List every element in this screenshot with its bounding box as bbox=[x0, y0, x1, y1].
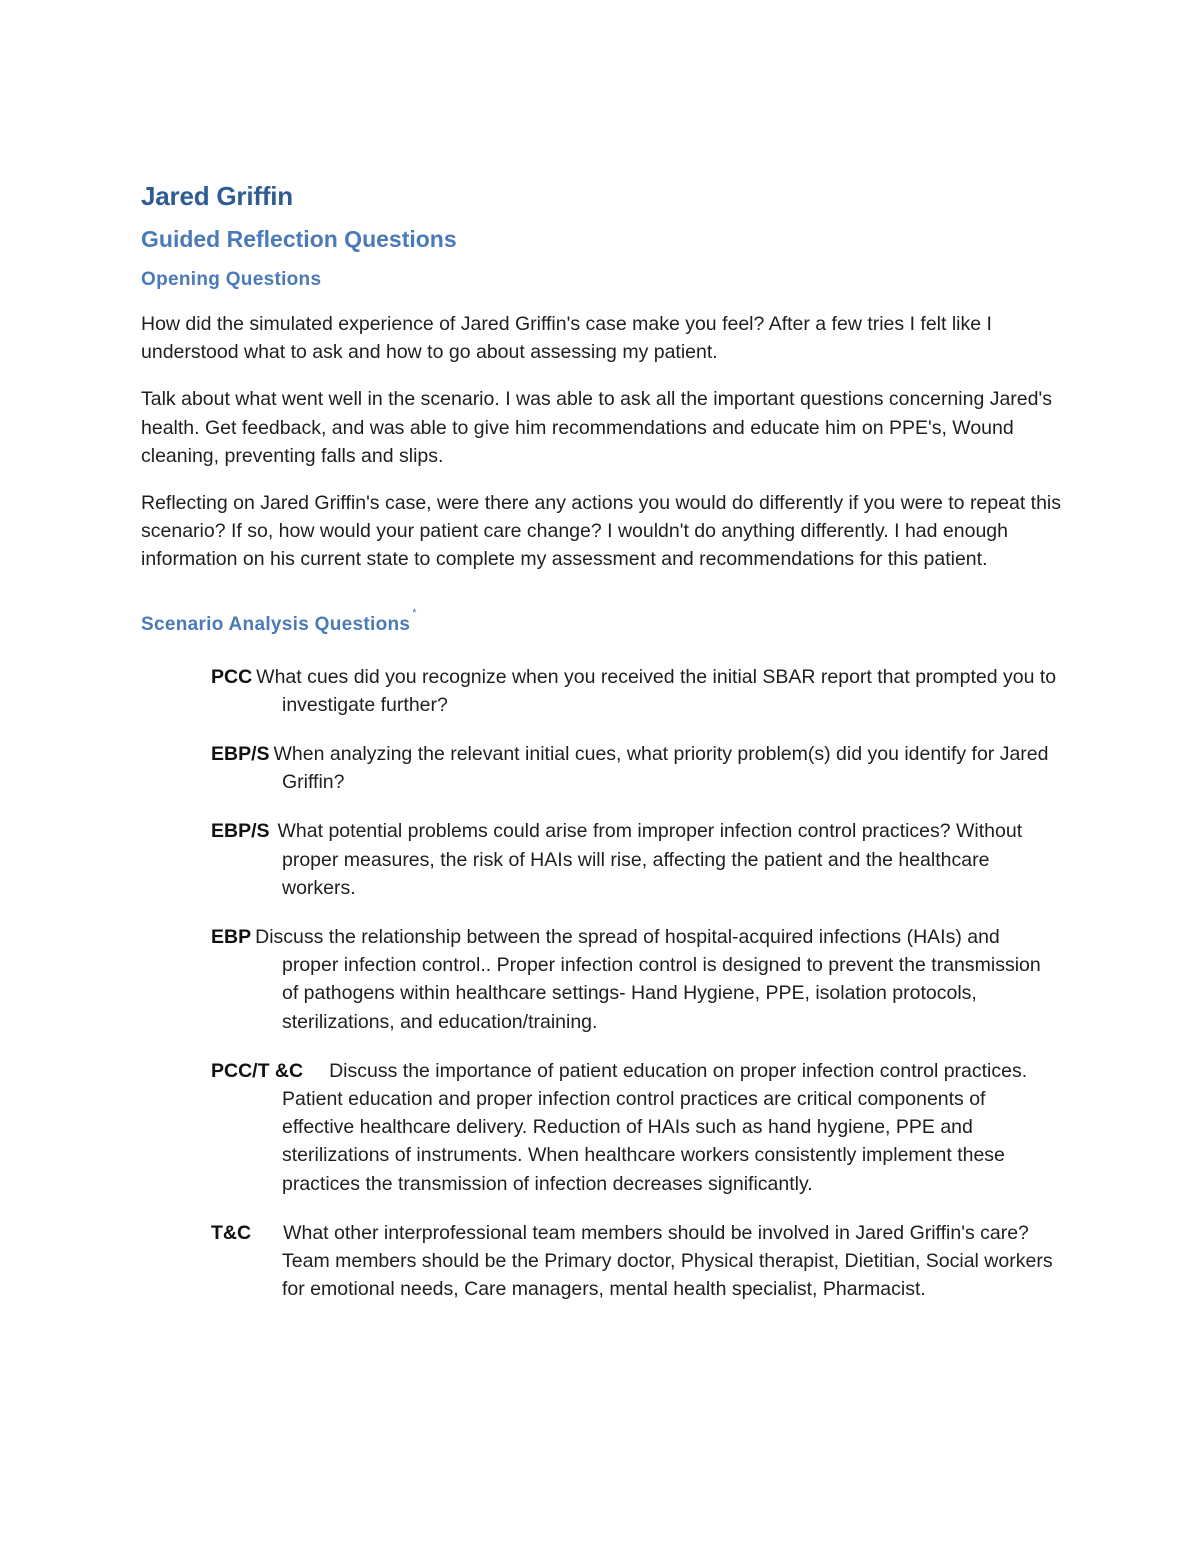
question-item bbox=[211, 1057, 1061, 1198]
question-tag: EBP bbox=[211, 926, 252, 949]
question-item bbox=[211, 663, 1061, 719]
opening-paragraph-went-well: Talk about what went well in the scenario. I was able to ask all the important questions concerning Jared's health. Get feedback, and was able to give him recommendations and educate him on PPE's, Wound cleaning, preventing falls and slips. bbox=[141, 388, 1052, 467]
opening-questions-heading: Opening Questions bbox=[141, 269, 322, 290]
question-text: What potential problems could arise from improper infection control practices? Without proper measures, the risk of HAIs will rise, affecting the patient and the healthcare workers. bbox=[277, 820, 1023, 899]
question-item bbox=[211, 817, 1061, 902]
question-text: When analyzing the relevant initial cues, what priority problem(s) did you identify for Jared Griffin? bbox=[273, 743, 1049, 794]
document-page bbox=[141, 178, 1061, 1324]
question-tag: PCC bbox=[211, 665, 253, 688]
question-text: What other interprofessional team members should be involved in Jared Griffin's care? Team members should be the Primary doctor, Physical therapist, Dietitian, Social workers for emotional needs, Care managers, mental health specialist, Pharmacist. bbox=[282, 1221, 1053, 1301]
question-item bbox=[211, 1219, 1061, 1304]
question-tag: EBP/S bbox=[211, 743, 270, 766]
question-text: Discuss the importance of patient education on proper infection control practices. Patient education and proper infection control practices are critical components of effective healthcare delivery. Reduction of HAIs such as hand hygiene, PPE and sterilizations of instruments. When healthcare workers consistently implement these practices the transmission of infection decreases significantly. bbox=[282, 1059, 1028, 1195]
question-tag: EBP/S bbox=[211, 820, 270, 843]
document-title: Jared Griffin bbox=[141, 181, 293, 211]
scenario-analysis-heading-text: Scenario Analysis Questions bbox=[141, 613, 411, 635]
footnote-marker: * bbox=[412, 606, 417, 619]
opening-questions-section bbox=[141, 310, 1061, 574]
scenario-analysis-heading bbox=[141, 606, 1061, 638]
question-tag: PCC/T &C bbox=[211, 1059, 304, 1082]
question-text: Discuss the relationship between the spread of hospital-acquired infections (HAIs) and proper infection control.. Proper infection control is designed to prevent the transmission of pathogens within healthcare settings- Hand Hygiene, PPE, isolation protocols, sterilizations, and education/training. bbox=[255, 926, 1041, 1033]
question-text: What cues did you recognize when you received the initial SBAR report that prompted you to investigate further? bbox=[256, 665, 1057, 716]
scenario-analysis-list bbox=[141, 663, 1061, 1304]
opening-paragraph-feel: How did the simulated experience of Jared Griffin's case make you feel? After a few tries I felt like I understood what to ask and how to go about assessing my patient. bbox=[141, 313, 992, 364]
question-item bbox=[211, 740, 1061, 796]
question-item bbox=[211, 923, 1061, 1036]
document-subtitle: Guided Reflection Questions bbox=[141, 226, 457, 252]
question-tag: T&C bbox=[211, 1221, 252, 1244]
opening-paragraph-reflecting: Reflecting on Jared Griffin's case, were there any actions you would do differently if you were to repeat this scenario? If so, how would your patient care change? I wouldn't do anything differently. I had enough information on his current state to complete my assessment and recommendations for this patient. bbox=[141, 492, 1061, 571]
